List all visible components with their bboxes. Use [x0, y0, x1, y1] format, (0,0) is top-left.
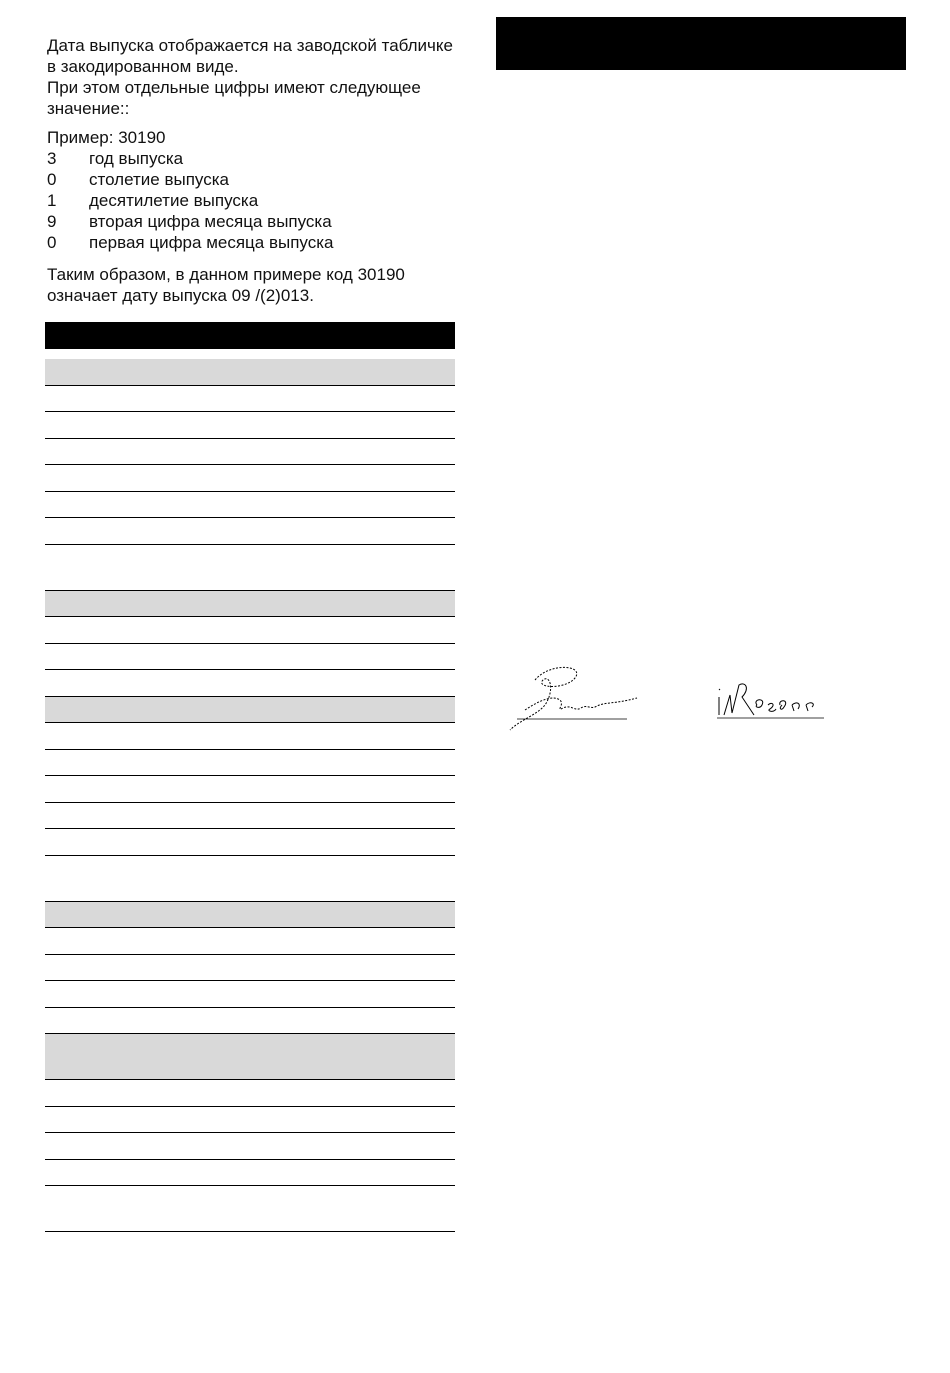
table-row [45, 1008, 455, 1035]
table-row [45, 465, 455, 492]
code-digit: 9 [47, 212, 57, 231]
table-row [45, 697, 455, 724]
code-meaning: столетие выпуска [89, 170, 229, 189]
table-row [45, 644, 455, 671]
table-row [45, 670, 455, 697]
code-legend [47, 148, 333, 253]
table-row [45, 829, 455, 856]
intro-line-1: Дата выпуска отображается на заводской табличке в закодированном виде. [47, 36, 453, 76]
table-row [45, 776, 455, 803]
table-row [45, 1080, 455, 1107]
section-header-bar [496, 17, 906, 70]
intro-line-2: При этом отдельные цифры имеют следующее значение:: [47, 78, 421, 118]
table-row [45, 359, 455, 386]
table-row [45, 750, 455, 777]
table-row [45, 545, 455, 591]
table-row [45, 803, 455, 830]
code-meaning: десятилетие выпуска [89, 191, 259, 210]
table-row [45, 518, 455, 545]
table-row [45, 439, 455, 466]
table-row [45, 856, 455, 902]
table-row [45, 928, 455, 955]
signature-right [712, 675, 827, 723]
table-row [45, 1186, 455, 1232]
code-digit: 1 [47, 191, 57, 210]
table-row [45, 492, 455, 519]
table-row [45, 591, 455, 618]
code-meaning: вторая цифра месяца выпуска [89, 212, 332, 231]
spec-table [45, 359, 455, 1232]
intro-text [47, 35, 457, 119]
table-header-bar [45, 322, 455, 349]
code-row [47, 169, 333, 190]
table-row [45, 1034, 455, 1080]
code-digit: 0 [47, 170, 57, 189]
code-row [47, 190, 333, 211]
table-row [45, 1107, 455, 1134]
signature-left [505, 660, 645, 735]
code-digit: 3 [47, 149, 57, 168]
code-row [47, 211, 333, 232]
conclusion-text: Таким образом, в данном примере код 30190 означает дату выпуска 09 /(2)013. [47, 265, 405, 305]
table-row [45, 1133, 455, 1160]
table-row [45, 1160, 455, 1187]
table-row [45, 981, 455, 1008]
code-row [47, 232, 333, 253]
table-row [45, 412, 455, 439]
code-meaning: первая цифра месяца выпуска [89, 233, 334, 252]
code-digit: 0 [47, 233, 57, 252]
table-row [45, 902, 455, 929]
code-row [47, 148, 333, 169]
example-label: Пример: 30190 [47, 128, 166, 147]
table-row [45, 723, 455, 750]
table-row [45, 955, 455, 982]
code-meaning: год выпуска [89, 149, 184, 168]
table-row [45, 617, 455, 644]
table-row [45, 386, 455, 413]
